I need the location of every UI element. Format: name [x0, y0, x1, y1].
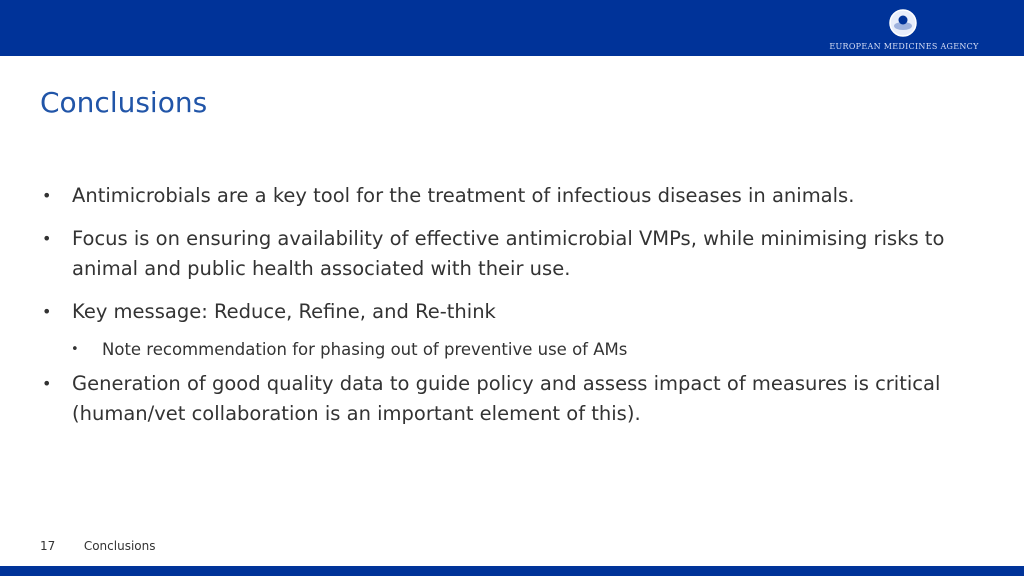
bullet-text: Key message: Reduce, Refine, and Re-think [72, 300, 496, 323]
sub-bullet-marker: • [71, 342, 79, 357]
bullet-marker: • [42, 186, 52, 205]
bullet-list [40, 181, 970, 442]
bullet-item [40, 224, 970, 284]
ema-logo [824, 6, 984, 54]
bullet-item [40, 369, 970, 429]
logo-text: EUROPEAN MEDICINES AGENCY [829, 42, 979, 51]
bullet-text: Antimicrobials are a key tool for the treatment of infectious diseases in animals. [72, 184, 855, 207]
bullet-text: Focus is on ensuring availability of effective antimicrobial VMPs, while minimising risks to animal and public health associated with their use. [72, 227, 945, 280]
bullet-item [40, 181, 970, 211]
header-band [0, 0, 1024, 56]
page-title: Conclusions [40, 86, 208, 119]
bullet-marker: • [42, 374, 52, 393]
ema-globe-icon [888, 8, 918, 38]
footer-section: Conclusions [83, 539, 156, 553]
sub-bullet-text: Note recommendation for phasing out of preventive use of AMs [102, 340, 628, 359]
sub-bullet-item [40, 338, 970, 362]
bullet-text: Generation of good quality data to guide policy and assess impact of measures is critical (human/vet collaboration is an important element of this). [72, 372, 941, 425]
bullet-item [40, 297, 970, 327]
footer-band [0, 566, 1024, 576]
bullet-marker: • [42, 229, 52, 248]
page-number: 17 [40, 539, 56, 553]
bullet-marker: • [42, 302, 52, 321]
footer [40, 539, 155, 553]
